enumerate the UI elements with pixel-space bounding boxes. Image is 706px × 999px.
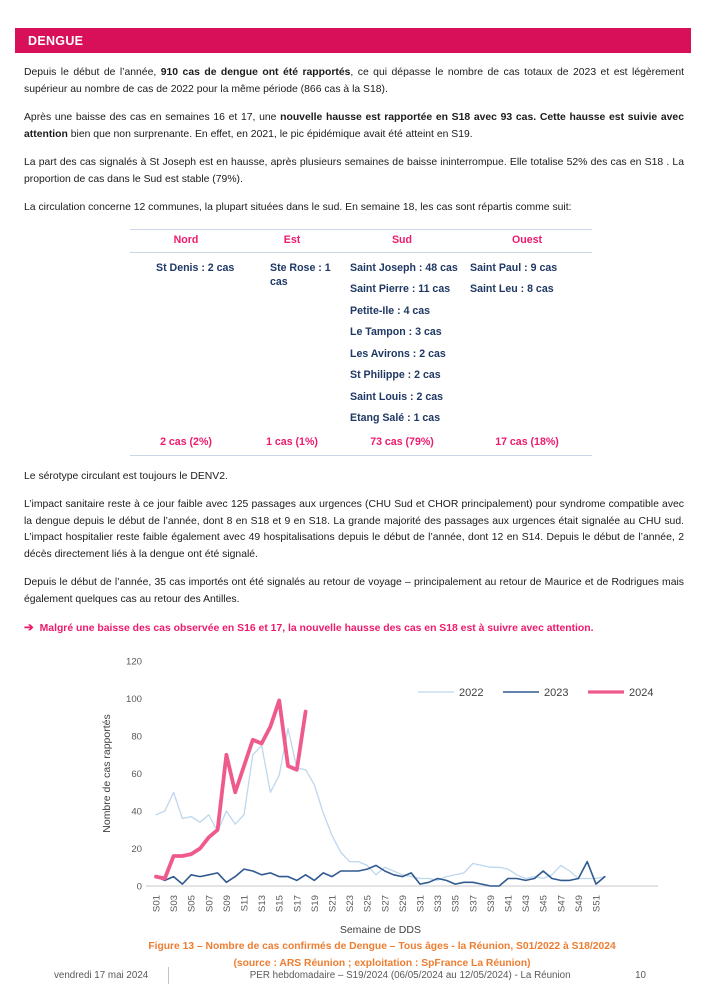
svg-text:S15: S15: [274, 894, 286, 912]
paragraph-st-joseph: [24, 155, 684, 188]
commune-case-count: Saint Joseph : 48 cas: [350, 261, 458, 274]
svg-text:S27: S27: [380, 894, 392, 912]
line-chart-canvas: [96, 658, 668, 950]
svg-text:S09: S09: [221, 894, 233, 912]
svg-text:S31: S31: [415, 894, 427, 912]
svg-text:S39: S39: [485, 894, 497, 912]
svg-text:S49: S49: [573, 894, 585, 912]
svg-text:S05: S05: [186, 894, 198, 912]
commune-case-count: Ste Rose : 1 cas: [270, 261, 331, 288]
region-total: 2 cas (2%): [130, 434, 242, 456]
figure-caption-source: (source : ARS Réunion ; exploitation : SpFrance La Réunion): [233, 957, 531, 969]
svg-text:S19: S19: [309, 894, 321, 912]
commune-case-count: Etang Salé : 1 cas: [350, 412, 441, 424]
svg-text:S35: S35: [450, 894, 462, 912]
svg-text:20: 20: [131, 843, 142, 855]
report-body: [24, 65, 684, 972]
commune-distribution-table: [130, 229, 592, 456]
region-total: 17 cas (18%): [462, 434, 592, 456]
svg-text:S11: S11: [239, 894, 251, 911]
svg-text:80: 80: [131, 731, 142, 742]
text-segment: , ce qui dépasse le nombre de cas totaux de 2023 et est légèrement supérieur au nombre de cas de 2022 pour la même période (866 cas à la S18).: [24, 67, 685, 95]
paragraph-total-cases: [24, 65, 684, 98]
section-header-dengue: [15, 28, 691, 53]
svg-text:S43: S43: [521, 894, 533, 912]
svg-text:S47: S47: [556, 894, 568, 912]
arrow-icon: ➔: [24, 622, 34, 634]
region-total: 1 cas (1%): [242, 434, 342, 456]
svg-text:2023: 2023: [544, 686, 569, 699]
commune-case-count: Petite-Ile : 4 cas: [350, 304, 431, 317]
footer-divider: [168, 967, 169, 984]
svg-text:60: 60: [131, 768, 142, 780]
region-cases-cell: [342, 252, 462, 434]
svg-text:S33: S33: [433, 894, 445, 912]
text-segment: La circulation concerne 12 communes, la plupart situées dans le sud. En semaine 18, les cas sont répartis comme suit:: [24, 202, 572, 213]
table-body-row: [130, 252, 592, 434]
bold-text-segment: 910 cas de dengue ont été rapportés: [160, 67, 351, 78]
text-segment: Depuis le début de l’année,: [24, 67, 161, 78]
svg-text:40: 40: [131, 806, 142, 817]
svg-text:100: 100: [125, 693, 142, 705]
region-cases-cell: [462, 252, 592, 434]
text-segment: La part des cas signalés à St Joseph est en hausse, après plusieurs semaines de baisse ininterrompue. Elle totalise 52% des cas en S18 . La proportion de cas dans le Sud est stable (79%).: [24, 157, 684, 185]
page-footer: [24, 967, 682, 984]
commune-case-count: Les Avirons : 2 cas: [350, 347, 446, 360]
region-total: 73 cas (79%): [342, 434, 462, 456]
region-column-header: Ouest: [462, 229, 592, 252]
paragraph-serotype: [24, 469, 684, 486]
paragraph-imported-cases: [24, 575, 684, 608]
svg-text:S45: S45: [538, 894, 550, 912]
bold-text-segment: nouvelle hausse est rapportée en S18 avec 93 cas. Cette hausse est suivie avec attention: [24, 112, 684, 140]
svg-text:S07: S07: [204, 894, 216, 912]
footer-document-title: PER hebdomadaire – S19/2024 (06/05/2024 au 12/05/2024) - La Réunion: [249, 970, 571, 981]
region-cases-cell: [242, 252, 342, 434]
svg-text:S37: S37: [468, 894, 480, 912]
section-title: DENGUE: [28, 33, 84, 48]
region-cases-cell: [130, 252, 242, 434]
paragraph-communes-intro: [24, 200, 684, 217]
text-segment: Après une baisse des cas en semaines 16 et 17, une: [24, 112, 281, 123]
paragraph-impact: [24, 497, 684, 563]
text-segment: Le sérotype circulant est toujours le DENV2.: [24, 470, 228, 482]
commune-case-count: St Denis : 2 cas: [156, 261, 235, 274]
footer-date: vendredi 17 mai 2024: [54, 970, 149, 981]
svg-text:2022: 2022: [459, 686, 484, 699]
commune-case-count: Saint Pierre : 11 cas: [350, 283, 451, 295]
svg-text:Semaine de DDS: Semaine de DDS: [339, 923, 421, 936]
key-message-text: Malgré une baisse des cas observée en S16 et 17, la nouvelle hausse des cas en S18 est à suivre avec attention.: [39, 623, 594, 634]
paragraph-new-rise: [24, 110, 684, 143]
figure-caption-title: Figure 13 – Nombre de cas confirmés de Dengue – Tous âges - la Réunion, S01/2022 à S18/2024: [148, 940, 616, 952]
commune-case-count: Le Tampon : 3 cas: [350, 326, 442, 338]
region-column-header: Nord: [130, 229, 242, 252]
svg-text:Nombre de cas rapportés: Nombre de cas rapportés: [101, 713, 113, 833]
dengue-cases-chart: [96, 658, 668, 950]
svg-text:0: 0: [136, 881, 142, 892]
svg-text:S21: S21: [327, 894, 339, 912]
page-number: 10: [635, 970, 646, 981]
svg-text:S23: S23: [345, 894, 357, 912]
region-column-header: Est: [242, 229, 342, 252]
text-segment: L’impact sanitaire reste à ce jour faible avec 125 passages aux urgences (CHU Sud et CHOR principalement) pour syndrome compatible avec la dengue depuis le début de l’année, dont 8 en S18 et 9 en S18. La grande majorité des passages aux urgences était signalée au CHU sud. L’impact hospitalier reste faible également avec 49 hospitalisations depuis le début de l’année, dont 12 en S14. Depuis le début de l’année, 2 décès directement liés à la dengue ont été signalé.: [24, 499, 684, 560]
key-message: [24, 620, 684, 638]
table-header-row: [130, 229, 592, 252]
commune-case-count: Saint Paul : 9 cas: [470, 261, 558, 274]
commune-case-count: Saint Louis : 2 cas: [350, 390, 444, 403]
text-segment: Depuis le début de l’année, 35 cas importés ont été signalés au retour de voyage – principalement au retour de Maurice et de Rodrigues mais également quelques cas au retour des Antilles.: [24, 577, 684, 605]
commune-case-count: St Philippe : 2 cas: [350, 369, 441, 381]
svg-text:120: 120: [125, 657, 142, 667]
svg-text:S13: S13: [257, 894, 269, 912]
region-column-header: Sud: [342, 229, 462, 252]
svg-text:S03: S03: [169, 894, 181, 912]
svg-text:S01: S01: [151, 894, 163, 912]
text-segment: bien que non surprenante. En effet, en 2021, le pic épidémique avait été atteint en S19.: [67, 128, 473, 140]
svg-text:S29: S29: [397, 894, 409, 912]
svg-text:S25: S25: [362, 894, 374, 912]
svg-text:2024: 2024: [629, 686, 654, 699]
svg-text:S51: S51: [591, 894, 603, 912]
svg-text:S41: S41: [503, 894, 515, 912]
commune-case-count: Saint Leu : 8 cas: [470, 283, 554, 295]
svg-text:S17: S17: [292, 894, 304, 912]
table-total-row: [130, 434, 592, 456]
